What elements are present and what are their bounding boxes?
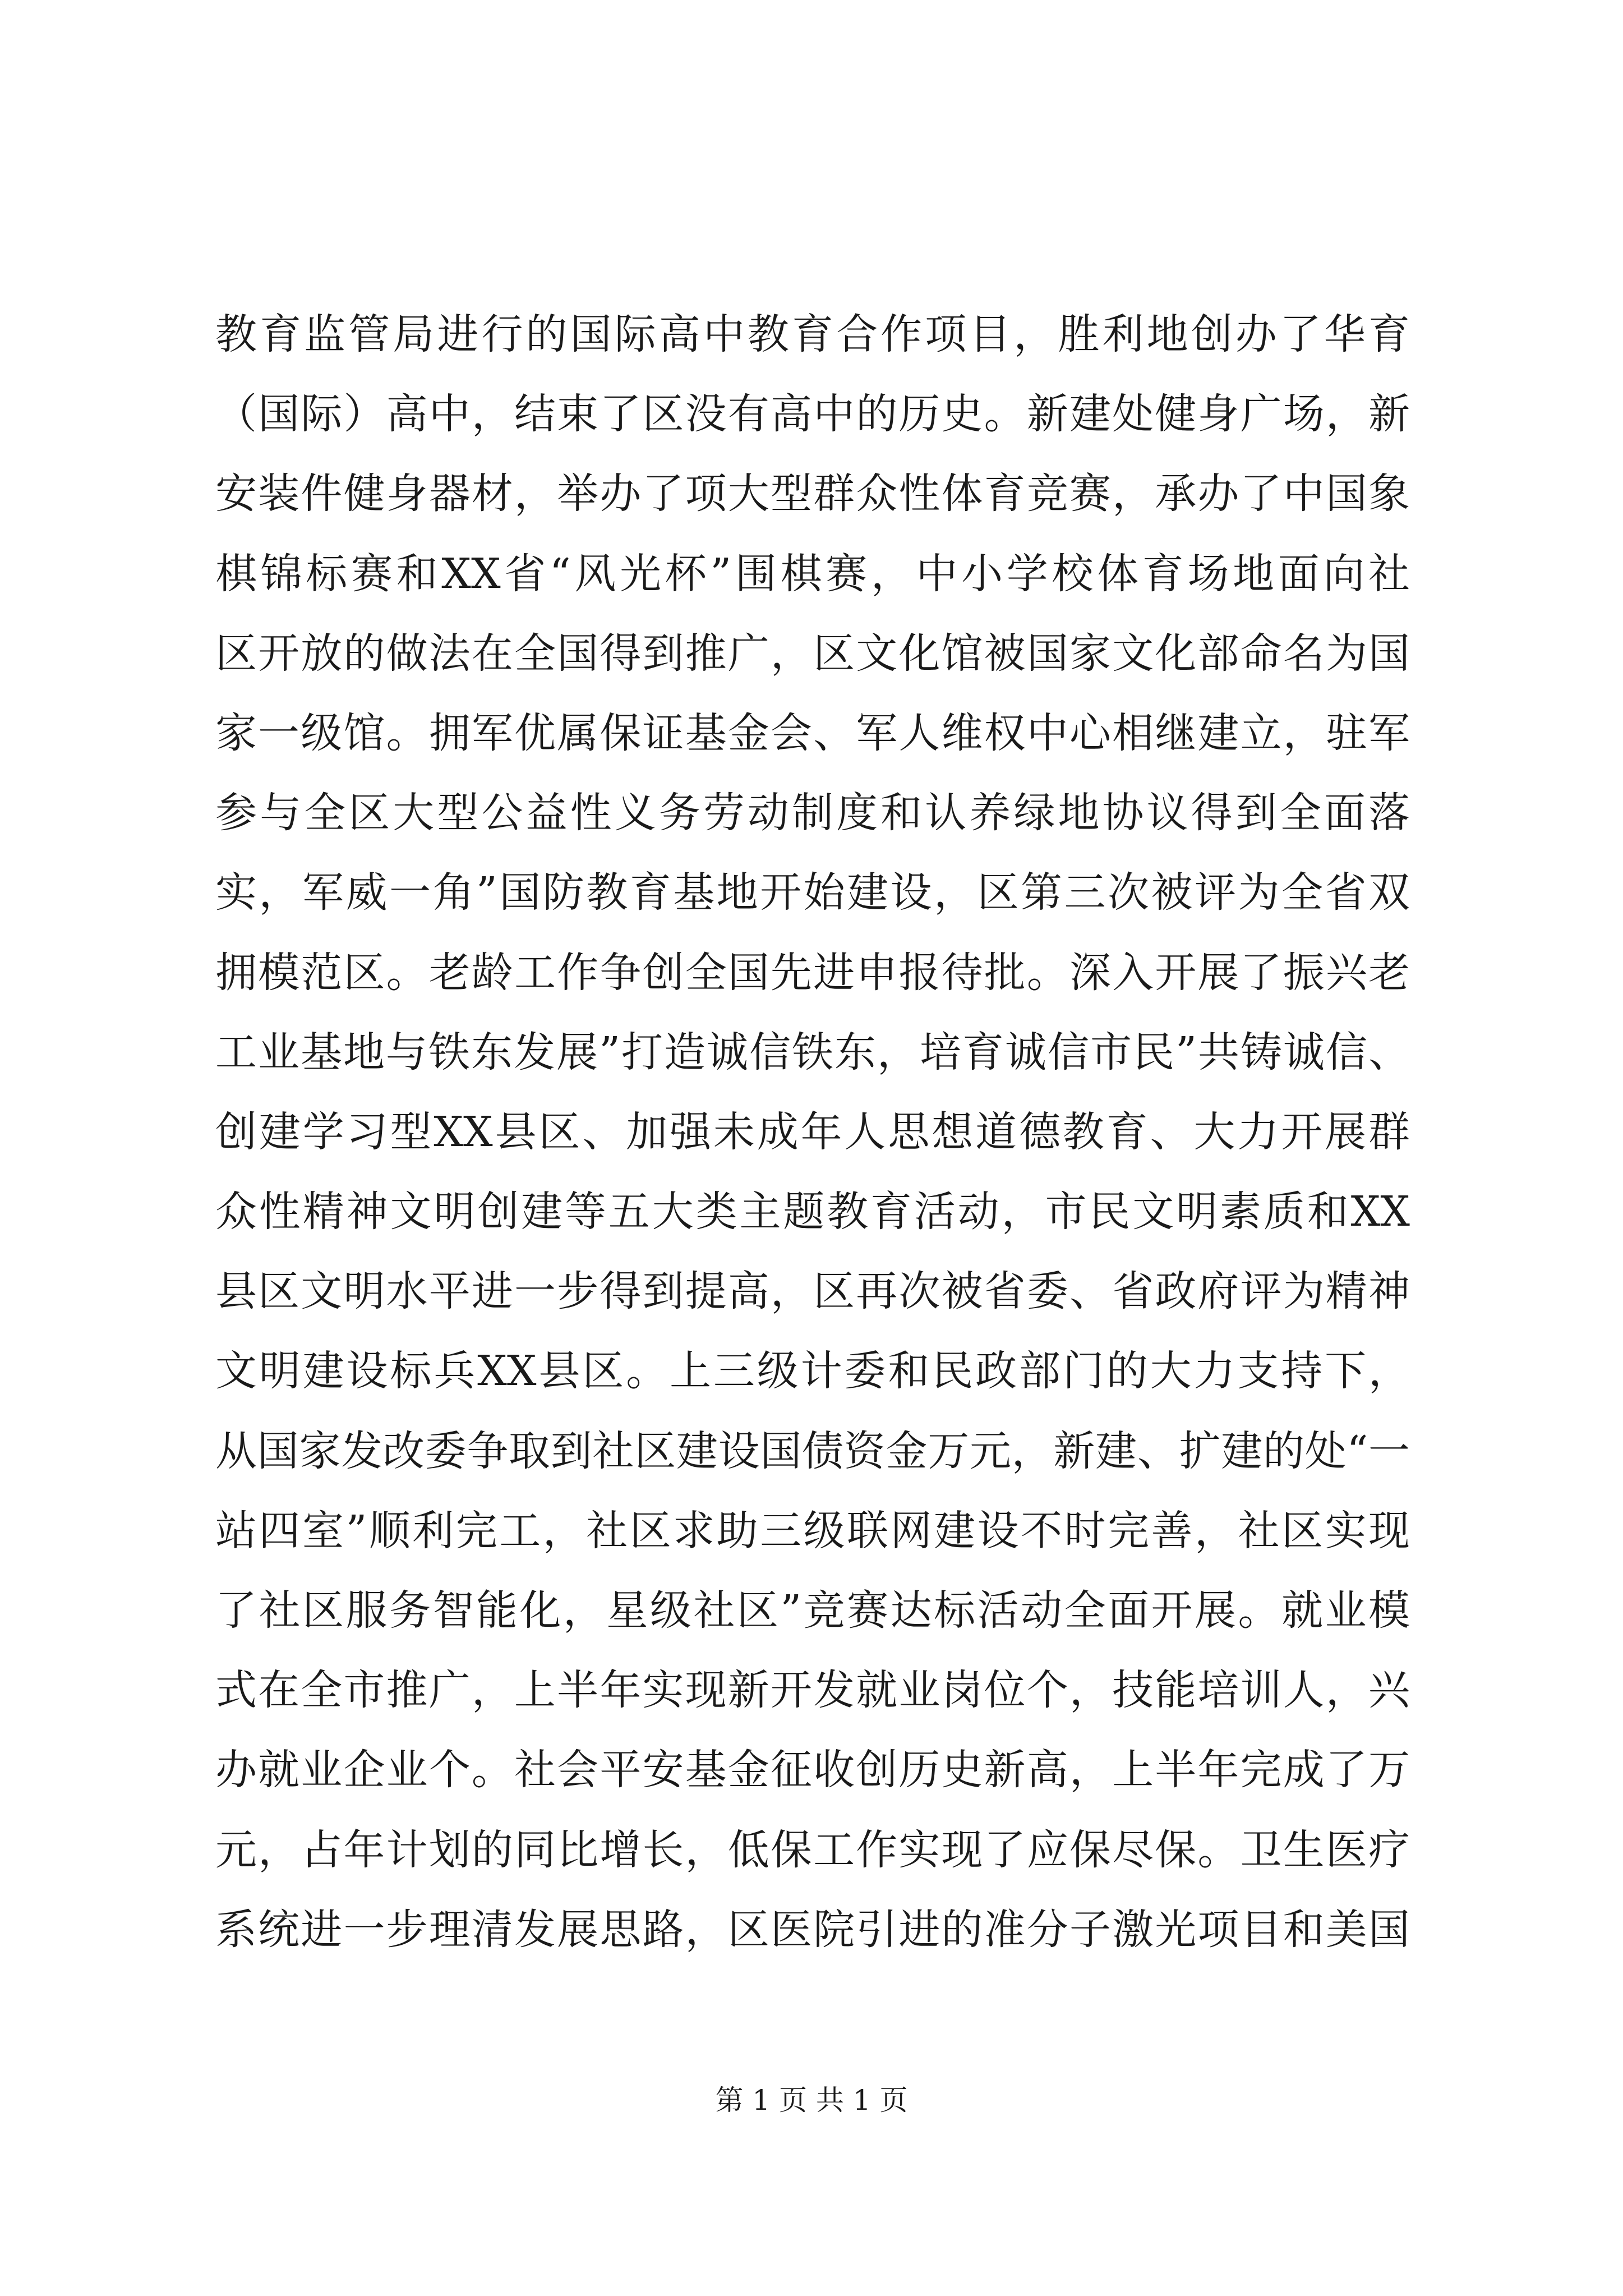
text-line: 系统进一步理清发展思路，区医院引进的准分子激光项目和美国 — [215, 1905, 1410, 1954]
text-line: （国际）高中，结束了区没有高中的历史。新建处健身广场，新 — [215, 390, 1410, 439]
text-line: 元，占年计划的同比增长，低保工作实现了应保尽保。卫生医疗 — [215, 1825, 1410, 1874]
text-line: 从国家发改委争取到社区建设国债资金万元，新建、扩建的处“一 — [215, 1427, 1410, 1475]
text-line: 参与全区大型公益性义务劳动制度和认养绿地协议得到全面落 — [215, 789, 1410, 838]
text-line: 实，军威一角”国防教育基地开始建设，区第三次被评为全省双 — [215, 868, 1410, 917]
page-number-footer: 第 1 页 共 1 页 — [715, 2084, 908, 2116]
text-line: 了社区服务智能化，星级社区”竞赛达标活动全面开展。就业模 — [215, 1586, 1410, 1635]
text-line: 办就业企业个。社会平安基金征收创历史新高，上半年完成了万 — [215, 1746, 1410, 1795]
text-line: 安装件健身器材，举办了项大型群众性体育竞赛，承办了中国象 — [215, 470, 1410, 518]
text-line: 站四室”顺利完工，社区求助三级联网建设不时完善，社区实现 — [215, 1506, 1410, 1555]
body-paragraph — [215, 295, 1410, 1970]
text-line: 家一级馆。拥军优属保证基金会、军人维权中心相继建立，驻军 — [215, 708, 1410, 757]
text-line: 拥模范区。老龄工作争创全国先进申报待批。深入开展了振兴老 — [215, 948, 1410, 997]
text-line: 棋锦标赛和XX省“风光杯”围棋赛，中小学校体育场地面向社 — [215, 549, 1410, 598]
text-line: 式在全市推广，上半年实现新开发就业岗位个，技能培训人，兴 — [215, 1666, 1410, 1715]
text-line: 众性精神文明创建等五大类主题教育活动，市民文明素质和XX — [215, 1188, 1410, 1236]
text-line: 创建学习型XX县区、加强未成年人思想道德教育、大力开展群 — [215, 1107, 1410, 1156]
text-line: 工业基地与铁东发展”打造诚信铁东，培育诚信市民”共铸诚信、 — [215, 1028, 1410, 1076]
text-line: 县区文明水平进一步得到提高，区再次被省委、省政府评为精神 — [215, 1267, 1410, 1316]
text-line: 区开放的做法在全国得到推广，区文化馆被国家文化部命名为国 — [215, 629, 1410, 678]
text-line: 文明建设标兵XX县区。上三级计委和民政部门的大力支持下， — [215, 1347, 1410, 1396]
text-line: 教育监管局进行的国际高中教育合作项目，胜利地创办了华育 — [215, 310, 1410, 358]
